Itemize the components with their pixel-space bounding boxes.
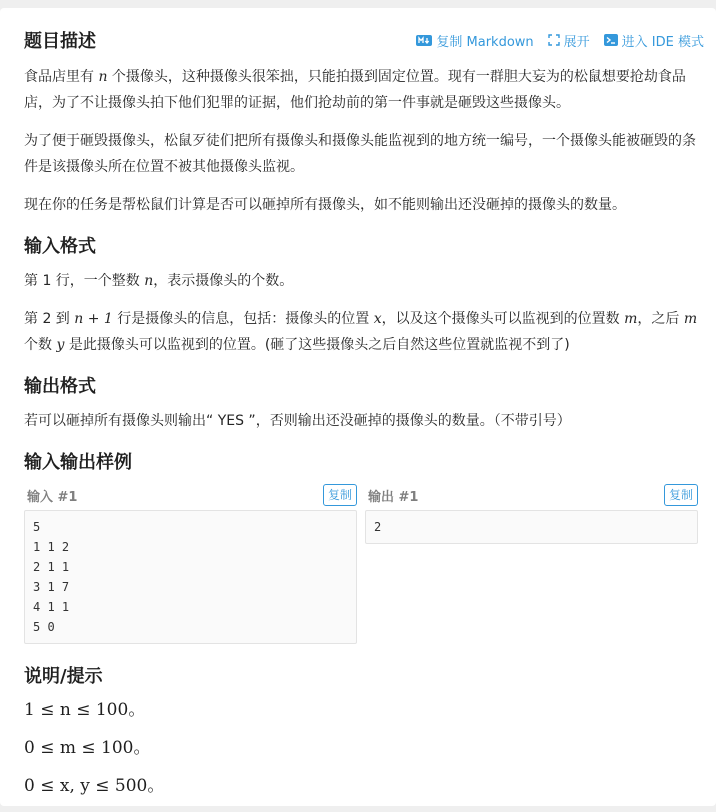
markdown-icon <box>416 35 432 46</box>
problem-content <box>24 64 704 812</box>
hint-constraint-m: 0 ≤ m ≤ 100。 <box>24 738 151 758</box>
header-actions <box>416 31 704 50</box>
hint-constraint-xy: 0 ≤ x, y ≤ 500。 <box>24 776 165 796</box>
section-title-description: 题目描述 <box>24 31 96 52</box>
enter-ide-label: 进入 IDE 模式 <box>621 34 704 50</box>
samples-container <box>24 484 704 644</box>
sample-output-code[interactable]: 2 <box>365 510 698 544</box>
problem-header <box>24 26 704 54</box>
hint-constraint-n: 1 ≤ n ≤ 100。 <box>24 700 146 720</box>
description-paragraph-2: 为了便于砸毁摄像头，松鼠歹徒们把所有摄像头和摄像头能监视到的地方统一编号，一个摄像头能被砸毁的条件是该摄像头所在位置不被其他摄像头监视。 <box>24 133 696 175</box>
sample-input-title: 输入 #1 <box>27 489 78 505</box>
section-title-output-format: 输出格式 <box>24 376 96 397</box>
expand-button[interactable] <box>548 31 590 50</box>
expand-label: 展开 <box>563 34 590 50</box>
copy-input-button[interactable]: 复制 <box>323 484 357 506</box>
sample-output <box>365 484 698 644</box>
copy-output-button[interactable]: 复制 <box>664 484 698 506</box>
math-var-n: n <box>98 69 108 85</box>
output-format-text: 若可以砸掉所有摄像头则输出“ YES ”，否则输出还没砸掉的摄像头的数量。（不带引号） <box>24 413 571 429</box>
sample-input-code[interactable]: 5 1 1 2 2 1 1 3 1 7 4 1 1 5 0 <box>24 510 357 644</box>
input-format-line-2: 第 2 到 n + 1 行是摄像头的信息，包括：摄像头的位置 x，以及这个摄像头可以监视到的位置数 m，之后 m 个数 y 是此摄像头可以监视到的位置。(砸了这些摄像头之后自然这些位置就监视不到了) <box>24 311 698 353</box>
section-title-input-format: 输入格式 <box>24 236 96 257</box>
description-paragraph-1: 食品店里有 n 个摄像头，这种摄像头很笨拙，只能拍摄到固定位置。现有一群胆大妄为的松鼠想要抢劫食品店，为了不让摄像头拍下他们犯罪的证据，他们抢劫前的第一件事就是砸毁这些摄像头。 <box>24 69 686 111</box>
sample-input <box>24 484 357 644</box>
problem-card <box>0 8 716 806</box>
copy-markdown-label: 复制 Markdown <box>436 34 534 50</box>
expand-icon <box>548 34 560 46</box>
section-title-hints: 说明/提示 <box>24 666 103 687</box>
input-format-line-1: 第 1 行，一个整数 n，表示摄像头的个数。 <box>24 273 294 289</box>
description-paragraph-3: 现在你的任务是帮松鼠们计算是否可以砸掉所有摄像头，如不能则输出还没砸掉的摄像头的数量。 <box>24 197 626 213</box>
sample-output-title: 输出 #1 <box>368 489 419 505</box>
enter-ide-button[interactable] <box>604 31 704 50</box>
terminal-icon <box>604 34 618 46</box>
section-title-samples: 输入输出样例 <box>24 452 132 473</box>
copy-markdown-button[interactable] <box>416 31 533 50</box>
